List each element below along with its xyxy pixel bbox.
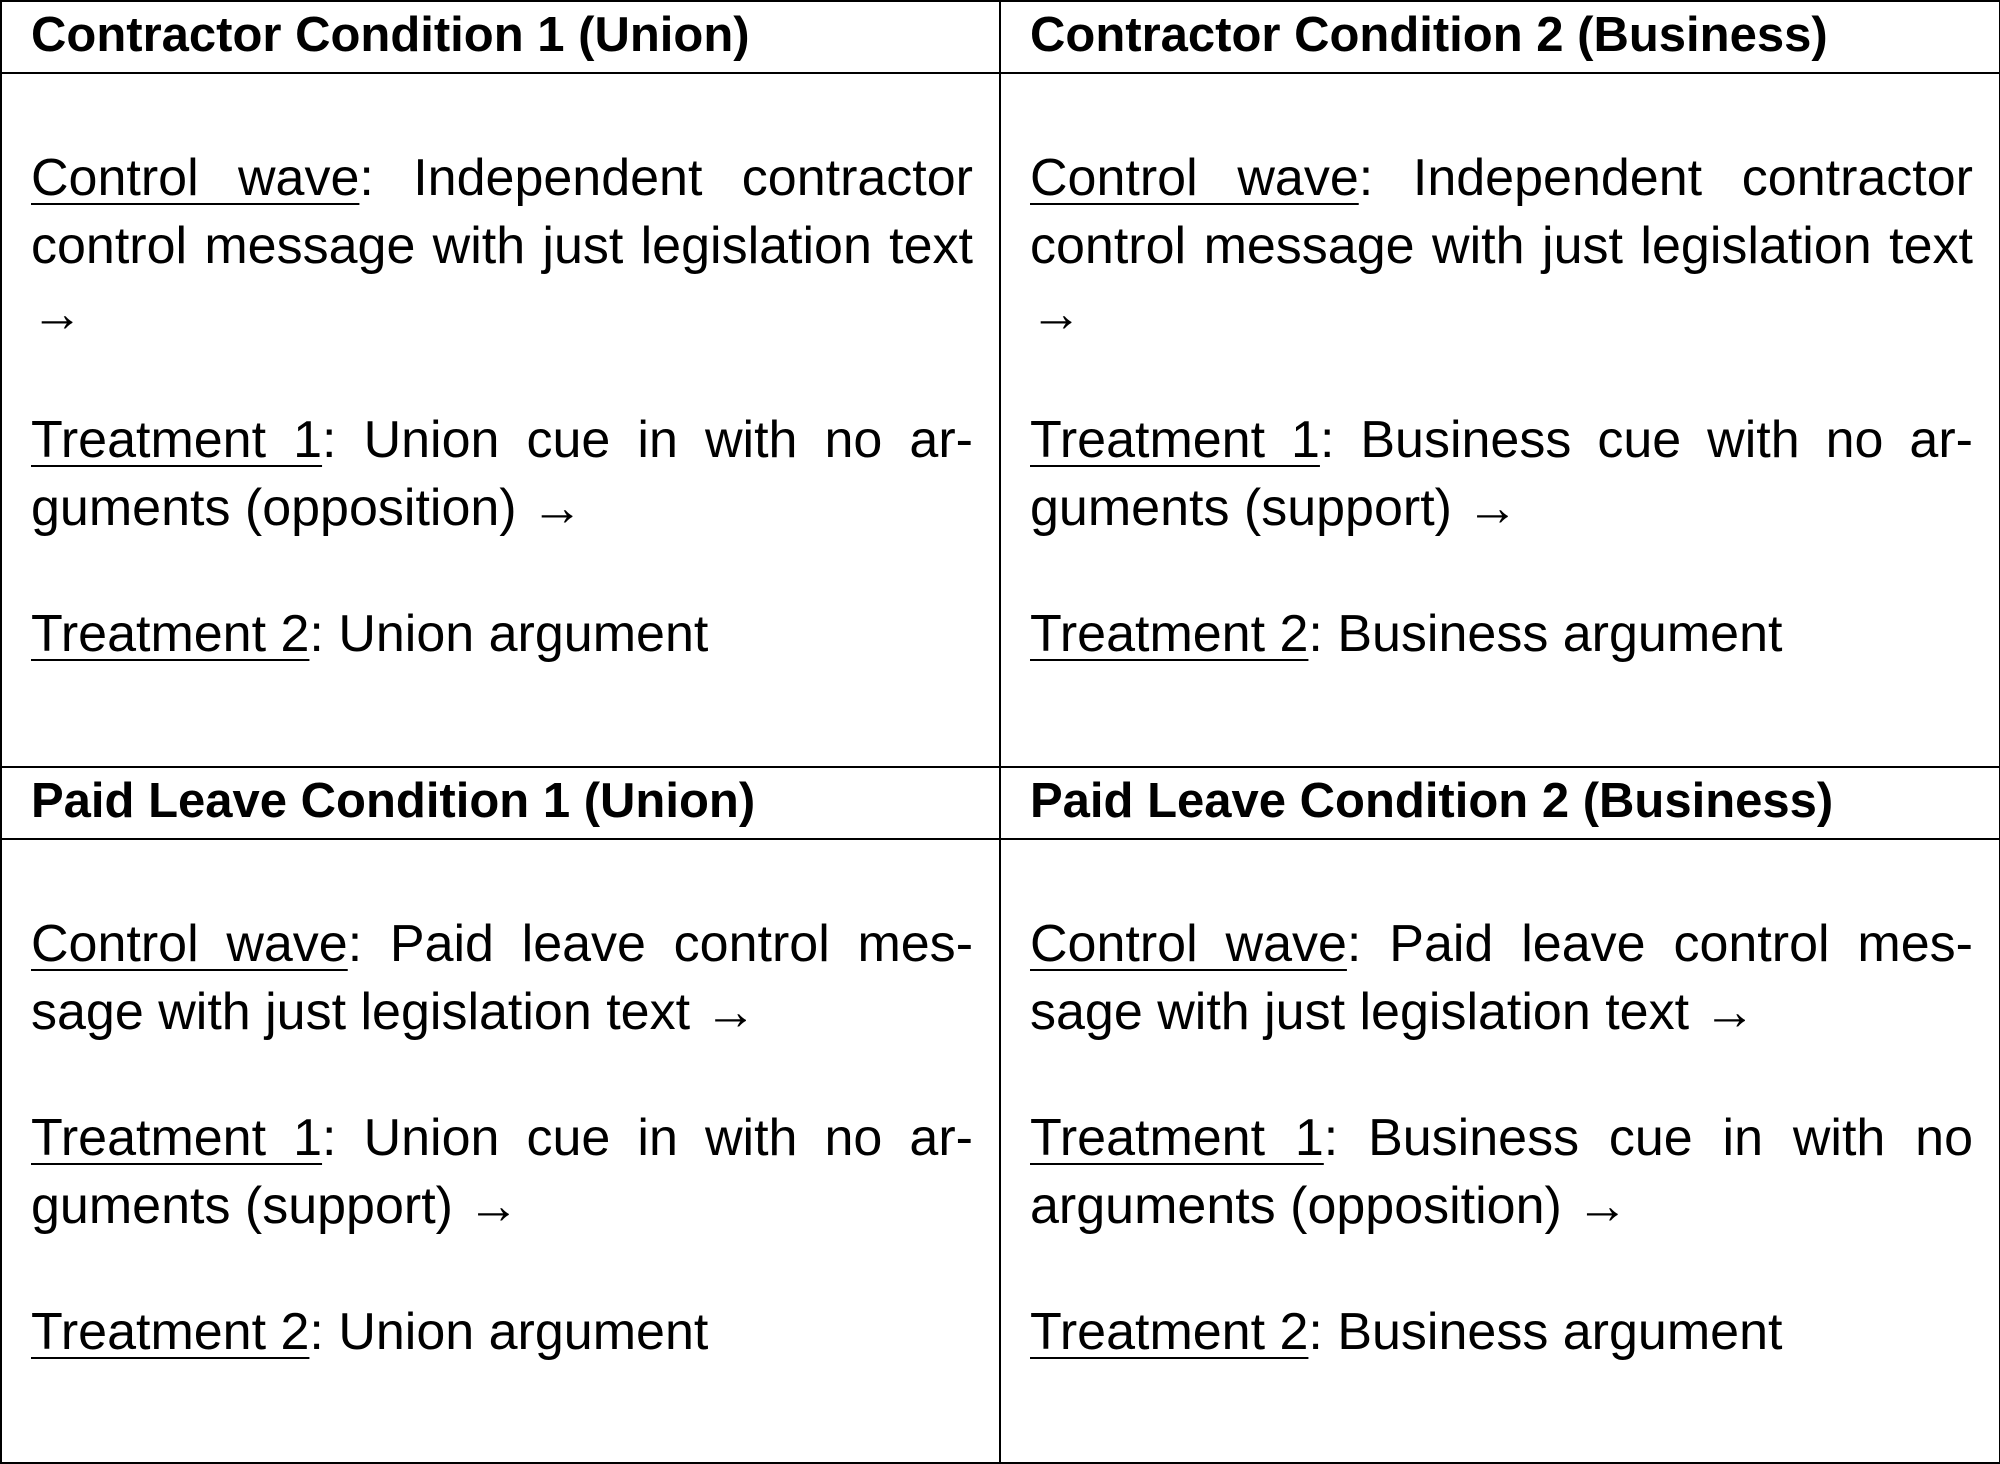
condition-entry — [1030, 1104, 1973, 1240]
entry-label: Treatment 2 — [31, 605, 310, 663]
condition-cell — [1000, 73, 2000, 767]
entry-label: Control wave — [31, 149, 360, 207]
entry-label: Treatment 1 — [31, 411, 323, 469]
entry-text: : Paid leave control message with just legislation text → — [31, 915, 974, 1041]
cell-heading: Contractor Condition 2 (Business) — [1000, 1, 2000, 73]
condition-cell — [1, 839, 1000, 1463]
entry-text: : Union argument — [309, 605, 709, 663]
cell-heading: Paid Leave Condition 1 (Union) — [1, 767, 1000, 839]
table-body-row — [1, 73, 2000, 767]
entry-text: : Business cue with no arguments (support) → — [1030, 411, 1973, 537]
table-header-row — [1, 1, 2000, 73]
condition-entry — [1030, 600, 1973, 668]
entry-text: : Independent contractor control message with just legislation text → — [31, 149, 973, 343]
condition-entry — [31, 406, 973, 542]
cell-heading: Contractor Condition 1 (Union) — [1, 1, 1000, 73]
condition-entry — [31, 144, 973, 348]
condition-entry — [1030, 144, 1973, 348]
entry-text: : Business argument — [1308, 605, 1783, 663]
entry-label: Control wave — [1030, 915, 1347, 973]
entry-label: Treatment 1 — [1030, 411, 1320, 469]
entry-text: : Union cue in with no arguments (support) → — [31, 1109, 973, 1235]
entry-text: : Business argument — [1308, 1303, 1783, 1361]
entry-label: Control wave — [1030, 149, 1359, 207]
entry-label: Treatment 1 — [31, 1109, 323, 1167]
condition-entry — [31, 600, 973, 668]
entry-label: Control wave — [31, 915, 348, 973]
cell-heading: Paid Leave Condition 2 (Business) — [1000, 767, 2000, 839]
table-body-row — [1, 839, 2000, 1463]
condition-entry — [31, 910, 973, 1046]
condition-entry — [1030, 910, 1973, 1046]
entry-label: Treatment 2 — [31, 1303, 310, 1361]
entry-text: : Business cue in with no arguments (opposition) → — [1030, 1109, 1973, 1235]
entry-label: Treatment 2 — [1030, 605, 1309, 663]
entry-text: : Paid leave control message with just legislation text → — [1030, 915, 1973, 1041]
entry-text: : Independent contractor control message with just legislation text → — [1030, 149, 1973, 343]
entry-text: : Union cue in with no arguments (opposition) → — [31, 411, 973, 537]
entry-label: Treatment 2 — [1030, 1303, 1309, 1361]
condition-entry — [31, 1104, 973, 1240]
condition-cell — [1, 73, 1000, 767]
entry-label: Treatment 1 — [1030, 1109, 1324, 1167]
condition-entry — [1030, 406, 1973, 542]
condition-entry — [1030, 1298, 1973, 1366]
condition-entry — [31, 1298, 973, 1366]
entry-text: : Union argument — [309, 1303, 709, 1361]
table-header-row — [1, 767, 2000, 839]
condition-cell — [1000, 839, 2000, 1463]
